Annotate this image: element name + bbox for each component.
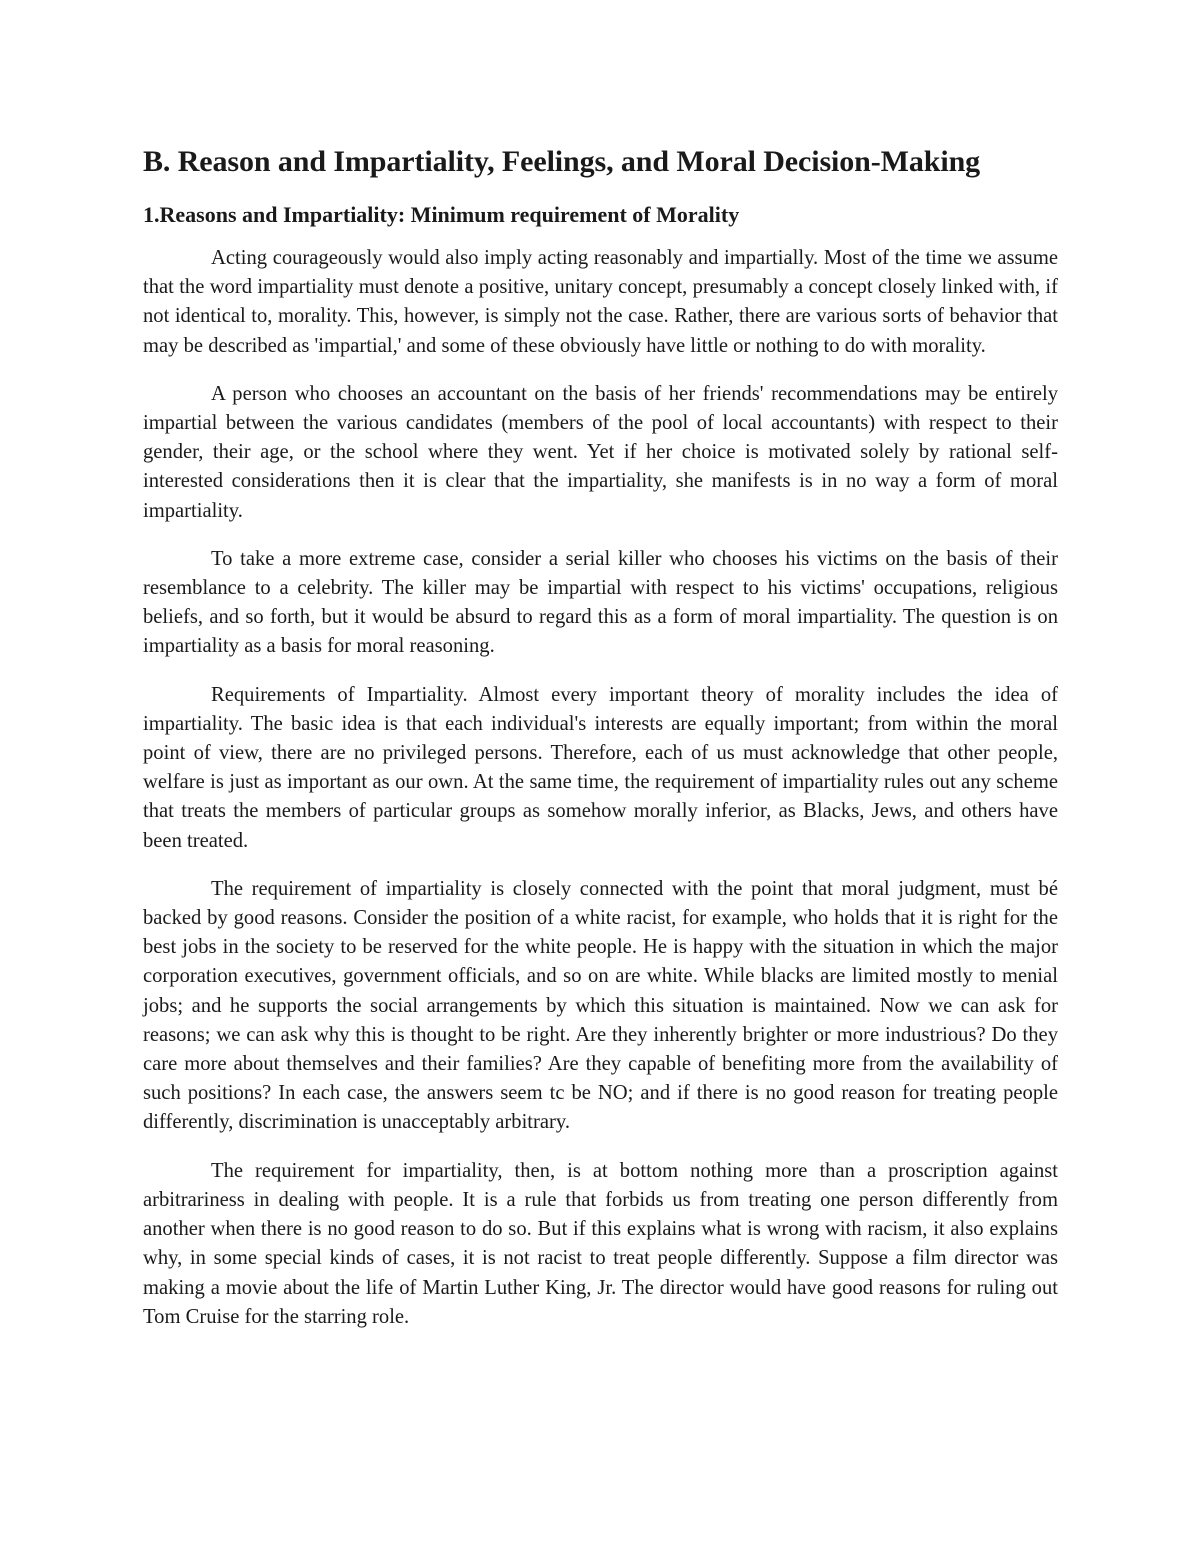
paragraph-2: A person who chooses an accountant on the basis of her friends' recommendations may be entirely impartial between the various candidates (members of the pool of local accountants) with respect to their gender, their age, or the school where they went. Yet if her choice is motivated solely by rational self-interested considerations then it is clear that the impartiality, she manifests is in no way a form of moral impartiality. xyxy=(143,382,1058,522)
subsection-heading: 1.Reasons and Impartiality: Minimum requirement of Morality xyxy=(143,202,740,227)
section-heading: B. Reason and Impartiality, Feelings, and Moral Decision-Making xyxy=(143,145,981,178)
paragraph-4: Requirements of Impartiality. Almost every important theory of morality includes the idea of impartiality. The basic idea is that each individual's interests are equally important; from within the moral point of view, there are no privileged persons. Therefore, each of us must acknowledge that other people, welfare is just as important as our own. At the same time, the requirement of impartiality rules out any scheme that treats the members of particular groups as somehow morally inferior, as Blacks, Jews, and others have been treated. xyxy=(143,683,1058,852)
paragraph-3: To take a more extreme case, consider a serial killer who chooses his victims on the basis of their resemblance to a celebrity. The killer may be impartial with respect to his victims' occupations, religious beliefs, and so forth, but it would be absurd to regard this as a form of moral impartiality. The question is on impartiality as a basis for moral reasoning. xyxy=(143,547,1058,658)
paragraph-6: The requirement for impartiality, then, is at bottom nothing more than a proscription against arbitrariness in dealing with people. It is a rule that forbids us from treating one person differently from another when there is no good reason to do so. But if this explains what is wrong with racism, it also explains why, in some special kinds of cases, it is not racist to treat people differently. Suppose a film director was making a movie about the life of Martin Luther King, Jr. The director would have good reasons for ruling out Tom Cruise for the starring role. xyxy=(143,1159,1058,1328)
paragraph-5: The requirement of impartiality is closely connected with the point that moral judgment, must bé backed by good reasons. Consider the position of a white racist, for example, who holds that it is right for the best jobs in the society to be reserved for the white people. He is happy with the situation in which the major corporation executives, government officials, and so on are white. While blacks are limited mostly to menial jobs; and he supports the social arrangements by which this situation is maintained. Now we can ask for reasons; we can ask why this is thought to be right. Are they inherently brighter or more industrious? Do they care more about themselves and their families? Are they capable of benefiting more from the availability of such positions? In each case, the answers seem tc be NO; and if there is no good reason for treating people differently, discrimination is unacceptably arbitrary. xyxy=(143,877,1058,1134)
document-body xyxy=(143,142,1058,1351)
paragraph-1: Acting courageously would also imply acting reasonably and impartially. Most of the time we assume that the word impartiality must denote a positive, unitary concept, presumably a concept closely linked with, if not identical to, morality. This, however, is simply not the case. Rather, there are various sorts of behavior that may be described as 'impartial,' and some of these obviously have little or nothing to do with morality. xyxy=(143,247,1058,357)
